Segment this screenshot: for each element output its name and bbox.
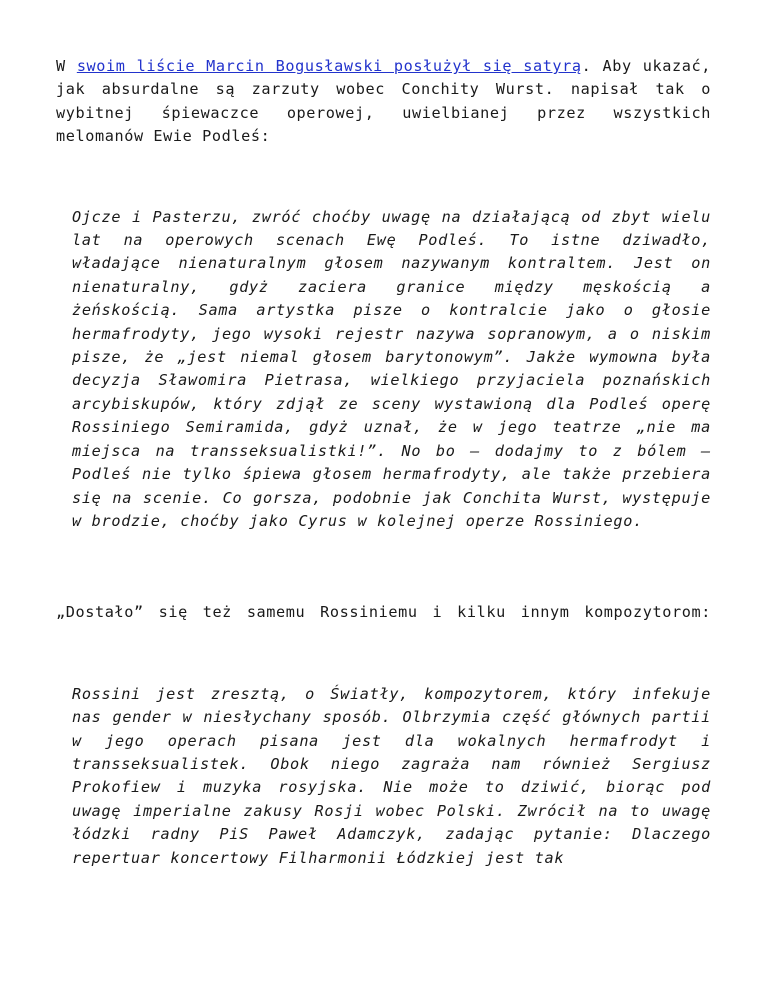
letter-link[interactable]: swoim liście Marcin Bogusławski posłużył się satyrą: [76, 57, 582, 75]
article-body: [56, 55, 711, 870]
blockquote-podles: [56, 206, 711, 534]
quote-text-podles: Ojcze i Pasterzu, zwróć choćby uwagę na działającą od zbyt wielu lat na operowych scenach Ewę Podleś. To istne dziwadło, władające nienaturalnym głosem nazywanym kontraltem. Jest on nienaturalny, gdyż zaciera granice między męskością a żeńskością. Sama artystka pisze o kontralcie jako o głosie hermafrodyty, jego wysoki rejestr nazywa sopranowym, a o niskim pisze, że „jest niemal głosem barytonowym”. Jakże wymowna była decyzja Sławomira Pietrasa, wielkiego przyjaciela poznańskich arcybiskupów, który zdjął ze sceny wystawioną dla Podleś operę Rossiniego Semiramida, gdyż uznał, że w jego teatrze „nie ma miejsca na transseksualistki!”. No bo – dodajmy to z bólem – Podleś nie tylko śpiewa głosem hermafrodyty, ale także przebiera się na scenie. Co gorsza, podobnie jak Conchita Wurst, występuje w brodzie, choćby jako Cyrus w kolejnej operze Rossiniego.: [72, 207, 711, 530]
quote-text-rossini: Rossini jest zresztą, o Światły, kompozytorem, który infekuje nas gender w niesłychany sposób. Olbrzymia część głównych partii w jego operach pisana jest dla wokalnych hermafrodyt i transseksualistek. Obok niego zagraża nam również Sergiusz Prokofiew i muzyka rosyjska. Nie może to dziwić, biorąc pod uwagę imperialne zakusy Rosji wobec Polski. Zwrócił na to uwagę łódzki radny PiS Paweł Adamczyk, zadając pytanie: Dlaczego repertuar koncertowy Filharmonii Łódzkiej jest tak: [72, 684, 711, 867]
intro-lead: W: [56, 57, 77, 75]
blockquote-rossini: [56, 683, 711, 870]
intro-paragraph: [56, 55, 711, 149]
intro-rest: . Aby ukazać, jak absurdalne są zarzuty wobec Conchity Wurst. napisał tak o wybitnej śpiewaczce operowej, uwielbianej przez wszystkich melomanów Ewie Podleś:: [56, 57, 711, 146]
transition-paragraph: „Dostało” się też samemu Rossiniemu i kilku innym kompozytorom:: [56, 603, 711, 622]
